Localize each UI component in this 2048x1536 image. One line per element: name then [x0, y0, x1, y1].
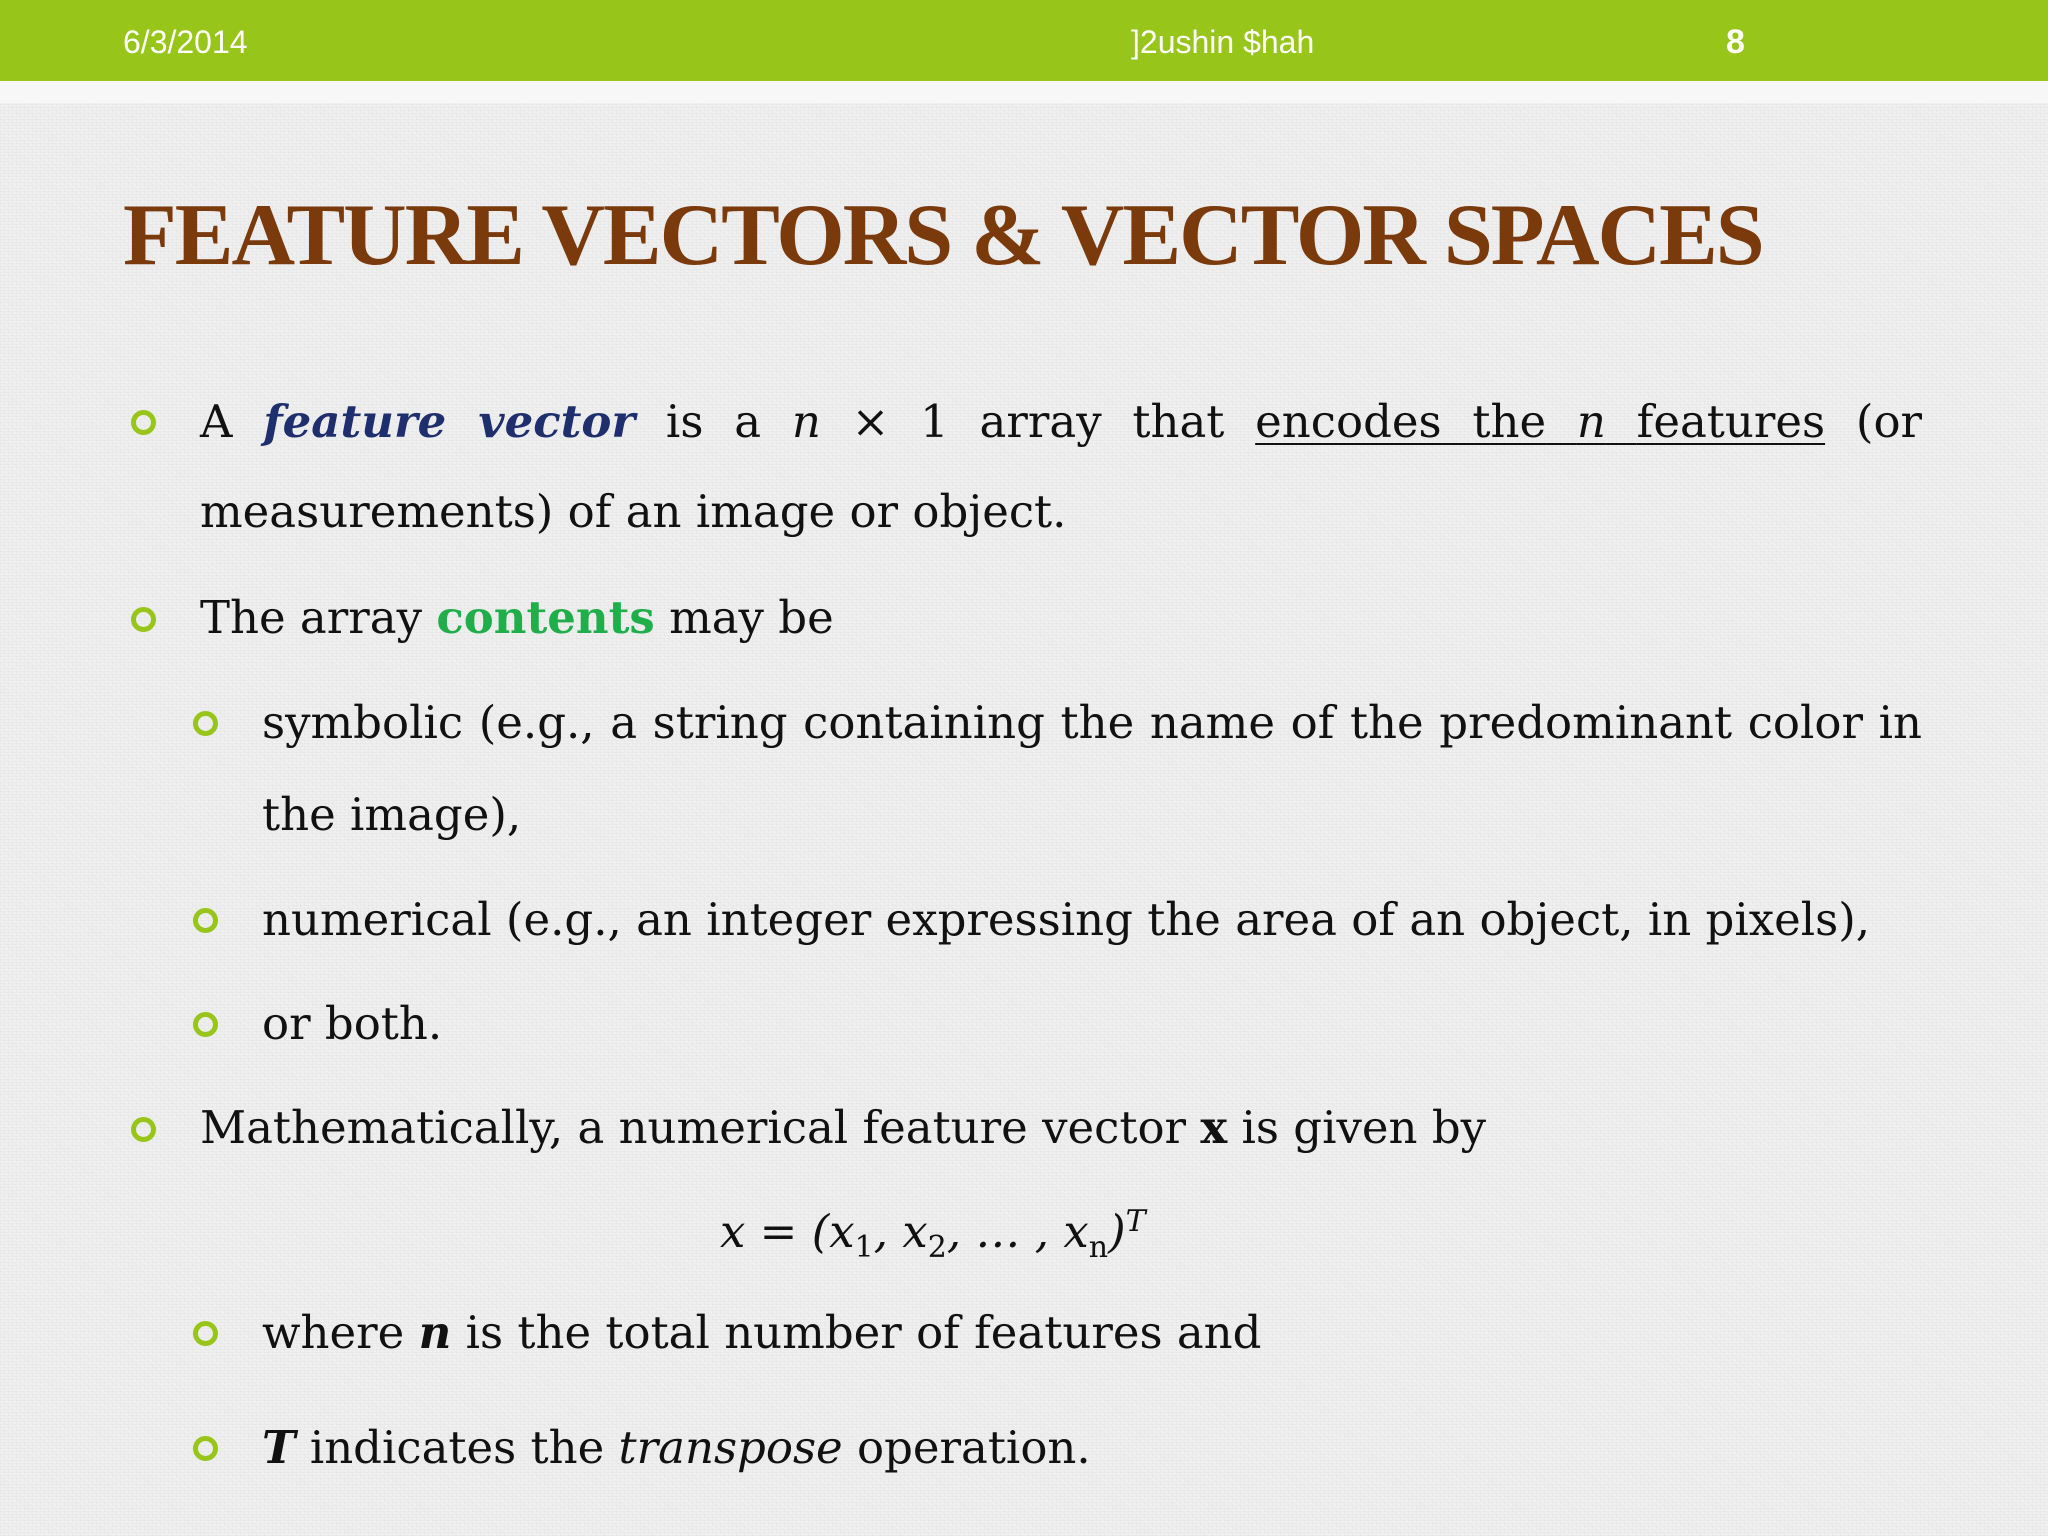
bullet-3-pre: Mathematically, a numerical feature vector [200, 1101, 1187, 1154]
bullet-1-mid1: is a [665, 395, 762, 448]
bullet-3 [200, 1098, 1486, 1158]
formula-part-2: , x [873, 1205, 928, 1258]
page-number: 8 [1726, 23, 1745, 61]
bullet-1-post: (or [1855, 395, 1923, 448]
sub-bullet-or-both: or both. [262, 997, 443, 1050]
underline-n: n [1576, 395, 1606, 448]
transpose-post: operation. [856, 1421, 1091, 1474]
formula-sub-n: n [1088, 1230, 1109, 1265]
sub-bullet-transpose [262, 1418, 1091, 1478]
sub-bullet-where-n [262, 1303, 1261, 1363]
bullet-1-n: n [791, 395, 821, 448]
transpose-word: transpose [618, 1421, 843, 1474]
where-post: is the total number of features and [465, 1306, 1262, 1359]
bullet-1-line-1 [200, 392, 1922, 452]
bullet-2-post: may be [669, 591, 834, 644]
bullet-2-pre: The array [200, 591, 423, 644]
bullet-1-mid2: × 1 array that [851, 395, 1225, 448]
bullet-2 [200, 588, 834, 648]
formula-lhs: x = (x [720, 1205, 855, 1258]
sub-bullet-numerical: numerical (e.g., an integer expressing the area of an object, in pixels), [262, 893, 1871, 946]
sub-bullet-circle-icon [192, 1435, 219, 1462]
underline-post: features [1636, 395, 1826, 448]
where-pre: where [262, 1306, 405, 1359]
sub-bullet-symbolic-line-1: symbolic (e.g., a string containing the name of the predominant color in [262, 696, 1922, 749]
formula-part-3: , … , x [946, 1205, 1089, 1258]
slide-title: FEATURE VECTORS & VECTOR SPACES [123, 187, 1763, 284]
bullet-3-post: is given by [1241, 1101, 1487, 1154]
header-author: ]2ushin $hah [1131, 24, 1315, 60]
where-var-n: n [418, 1306, 452, 1359]
feature-vector-formula [720, 1192, 1146, 1278]
sub-bullet-circle-icon [192, 907, 219, 934]
bullet-circle-icon [130, 606, 157, 633]
transpose-mid: indicates the [309, 1421, 605, 1474]
sub-bullet-circle-icon [192, 1011, 219, 1038]
keyword-feature-vector: feature vector [263, 395, 636, 448]
sub-bullet-symbolic-line-2: the image), [262, 788, 522, 841]
bullet-circle-icon [130, 1116, 157, 1143]
transpose-var-t: T [262, 1421, 296, 1474]
bullet-1-underlined-phrase [1255, 395, 1825, 448]
bullet-3-var-x: x [1200, 1101, 1228, 1154]
formula-sub-2: 2 [927, 1230, 947, 1265]
bullet-circle-icon [130, 409, 157, 436]
sub-bullet-circle-icon [192, 1320, 219, 1347]
header-date: 6/3/2014 [123, 24, 248, 60]
formula-sup-t: T [1125, 1204, 1146, 1239]
formula-sub-1: 1 [854, 1230, 874, 1265]
keyword-contents: contents [436, 591, 655, 644]
sub-bullet-circle-icon [192, 710, 219, 737]
bullet-1-line-2: measurements) of an image or object. [200, 485, 1067, 538]
bullet-1-pre: A [200, 395, 233, 448]
header-divider [0, 81, 2048, 103]
formula-close: ) [1108, 1205, 1126, 1258]
underline-pre: encodes the [1255, 395, 1547, 448]
